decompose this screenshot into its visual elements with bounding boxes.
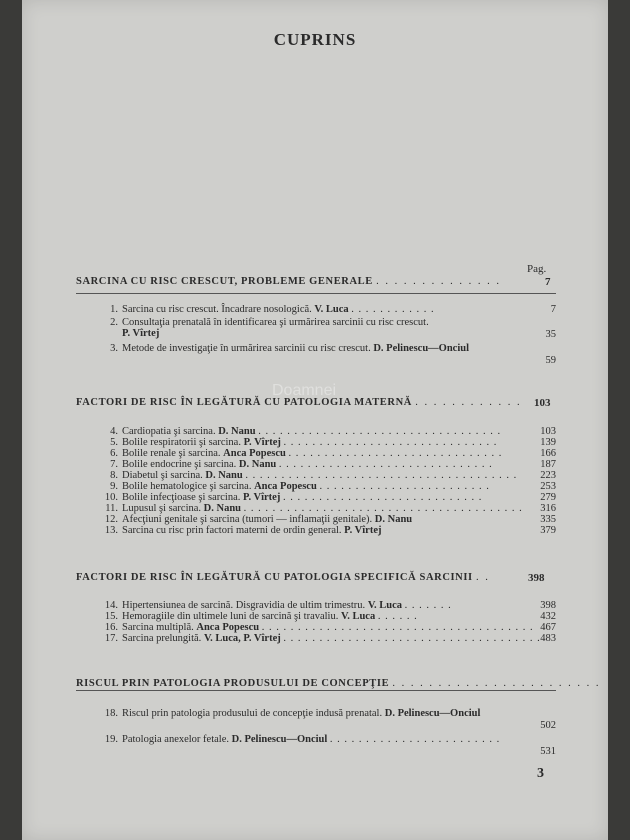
toc-entry: 7. Bolile endocrine şi sarcina. D. Nanu . . . . . . . . . . . . . . . . . . . . . . . . . . . . . . (110, 459, 493, 470)
entry-page-number: 316 (540, 503, 556, 514)
watermark: Doamnei (272, 382, 337, 399)
toc-entry: 8. Diabetul şi sarcina. D. Nanu . . . . . . . . . . . . . . . . . . . . . . . . . . . . . . . . . . . . . . (110, 470, 518, 481)
toc-entry: 6. Bolile renale şi sarcina. Anca Popescu . . . . . . . . . . . . . . . . . . . . . . . . . . . . . . (110, 448, 503, 459)
entry-page-number: 531 (540, 746, 556, 757)
toc-entry: 17. Sarcina prelungită. V. Luca, P. Vîrtej . . . . . . . . . . . . . . . . . . . . . . . . . . . . . . . . . . . . (104, 633, 541, 644)
entry-page-number: 279 (540, 492, 556, 503)
entry-page-number: 7 (550, 304, 556, 315)
toc-entry: 14. Hipertensiunea de sarcină. Disgravidia de ultim trimestru. V. Luca . . . . . . . (104, 600, 452, 611)
book-page (22, 0, 608, 840)
entry-page-number: 335 (540, 514, 556, 525)
entry-page-number: 103 (540, 426, 556, 437)
section-page-number: 7 (545, 276, 551, 288)
toc-entry: 19. Patologia anexelor fetale. D. Pelinescu—Onciul . . . . . . . . . . . . . . . . . . . . . . . . (104, 734, 501, 745)
toc-entry: 12. Afecţiuni genitale şi sarcina (tumori — inflamaţii genitale). D. Nanu (104, 514, 413, 525)
toc-entry: 9. Bolile hematologice şi sarcina. Anca Popescu . . . . . . . . . . . . . . . . . . . . . . . . (110, 481, 490, 492)
section-page-number: 103 (534, 397, 551, 409)
page-number: 3 (537, 766, 544, 781)
section-divider (76, 690, 556, 691)
toc-entry: 5. Bolile respiratorii şi sarcina. P. Vîrtej . . . . . . . . . . . . . . . . . . . . . . . . . . . . . . (110, 437, 498, 448)
section-heading: SARCINA CU RISC CRESCUT, PROBLEME GENERALE . . . . . . . . . . . . . . (76, 276, 501, 287)
section-page-number: 398 (528, 572, 545, 584)
entry-page-number: 432 (540, 611, 556, 622)
entry-page-number: 467 (540, 622, 556, 633)
entry-page-number: 223 (540, 470, 556, 481)
entry-page-number: 139 (540, 437, 556, 448)
entry-page-number: 187 (540, 459, 556, 470)
page-title: CUPRINS (273, 30, 357, 49)
entry-page-number: 483 (540, 633, 556, 644)
toc-entry: 18. Riscul prin patologia produsului de concepţie indusă prenatal. D. Pelinescu—Onciul (104, 708, 481, 719)
entry-page-number: 35 (545, 329, 556, 340)
toc-entry: 15. Hemoragiile din ultimele luni de sarcină şi travaliu. V. Luca . . . . . . (104, 611, 418, 622)
toc-entry: 1. Sarcina cu risc crescut. Încadrare nosologică. V. Luca . . . . . . . . . . . . (110, 304, 435, 315)
toc-entry: 11. Lupusul şi sarcina. D. Nanu . . . . . . . . . . . . . . . . . . . . . . . . . . . . . . . . . . . . . . . (105, 503, 523, 514)
entry-page-number: 166 (540, 448, 556, 459)
toc-entry: 10. Bolile infecţioase şi sarcina. P. Vîrtej . . . . . . . . . . . . . . . . . . . . . . . . . . . . (104, 492, 483, 503)
entry-page-number: 502 (540, 720, 556, 731)
section-heading: FACTORI DE RISC ÎN LEGĂTURĂ CU PATOLOGIA MATERNĂ . . . . . . . . . . . . (76, 397, 522, 408)
entry-page-number: 253 (540, 481, 556, 492)
entry-page-number: 59 (545, 355, 556, 366)
toc-entry: 3. Metode de investigaţie în urmărirea sarcinii cu risc crescut. D. Pelinescu—Onciul (110, 343, 469, 354)
section-divider (76, 293, 556, 294)
toc-entry: 2. Consultaţia prenatală în identificarea şi urmărirea sarcinii cu risc crescut. P. Vîrtej (110, 317, 429, 339)
entry-page-number: 379 (540, 525, 556, 536)
entry-page-number: 398 (540, 600, 556, 611)
toc-entry: 13. Sarcina cu risc prin factori materni de ordin general. P. Vîrtej (104, 525, 382, 536)
toc-entry: 4. Cardiopatia şi sarcina. D. Nanu . . . . . . . . . . . . . . . . . . . . . . . . . . . . . . . . . . (110, 426, 502, 437)
toc-entry: 16. Sarcina multiplă. Anca Popescu . . . . . . . . . . . . . . . . . . . . . . . . . . . . . . . . . . . . . . (104, 622, 534, 633)
page-column-label: Pag. (527, 263, 547, 275)
section-heading: RISCUL PRIN PATOLOGIA PRODUSULUI DE CONCEPŢIE . . . . . . . . . . . . . . . . . . . . . . . (76, 678, 601, 689)
section-heading: FACTORI DE RISC ÎN LEGĂTURĂ CU PATOLOGIA SPECIFICĂ SARCINII . . (76, 572, 490, 583)
